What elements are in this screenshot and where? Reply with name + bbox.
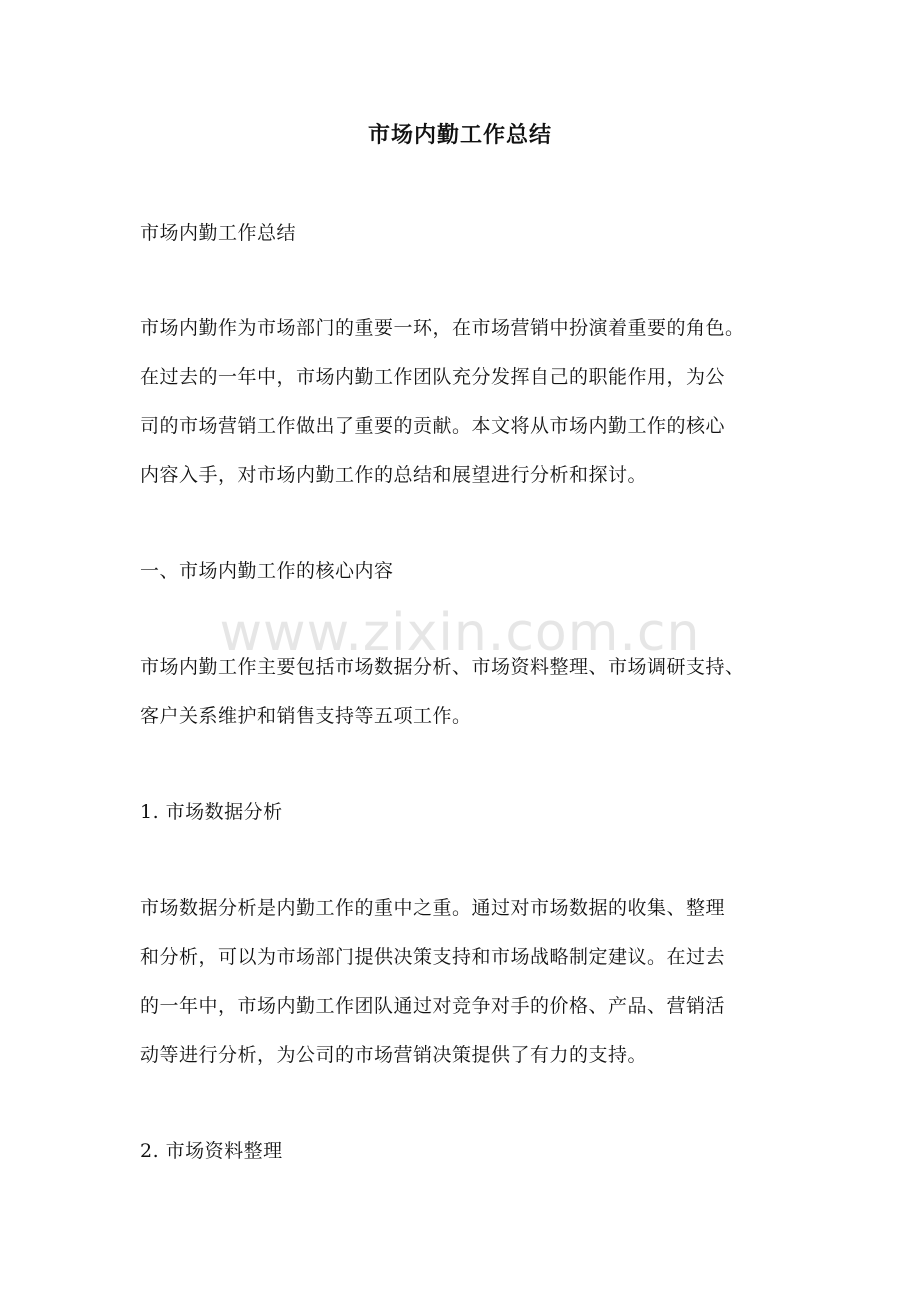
paragraph-line: 动等进行分析，为公司的市场营销决策提供了有力的支持。 [140, 1044, 648, 1066]
document-subtitle: 市场内勤工作总结 [140, 222, 297, 244]
watermark: www.zixin.com.cn [219, 603, 701, 663]
paragraph-line: 的一年中，市场内勤工作团队通过对竞争对手的价格、产品、营销活 [140, 995, 726, 1017]
section-heading: 一、市场内勤工作的核心内容 [140, 560, 394, 582]
item-heading: 2. 市场资料整理 [140, 1140, 283, 1162]
paragraph-line: 和分析，可以为市场部门提供决策支持和市场战略制定建议。在过去 [140, 946, 726, 968]
paragraph-line: 在过去的一年中，市场内勤工作团队充分发挥自己的职能作用，为公 [140, 366, 726, 388]
paragraph-line: 市场内勤作为市场部门的重要一环，在市场营销中扮演着重要的角色。 [140, 317, 745, 339]
paragraph-line: 市场内勤工作主要包括市场数据分析、市场资料整理、市场调研支持、 [140, 656, 745, 678]
paragraph-line: 客户关系维护和销售支持等五项工作。 [140, 705, 472, 727]
document-title: 市场内勤工作总结 [367, 123, 552, 148]
paragraph-line: 内容入手，对市场内勤工作的总结和展望进行分析和探讨。 [140, 464, 648, 486]
paragraph-line: 司的市场营销工作做出了重要的贡献。本文将从市场内勤工作的核心 [140, 415, 726, 437]
paragraph-line: 市场数据分析是内勤工作的重中之重。通过对市场数据的收集、整理 [140, 897, 726, 919]
item-heading: 1. 市场数据分析 [140, 801, 283, 823]
